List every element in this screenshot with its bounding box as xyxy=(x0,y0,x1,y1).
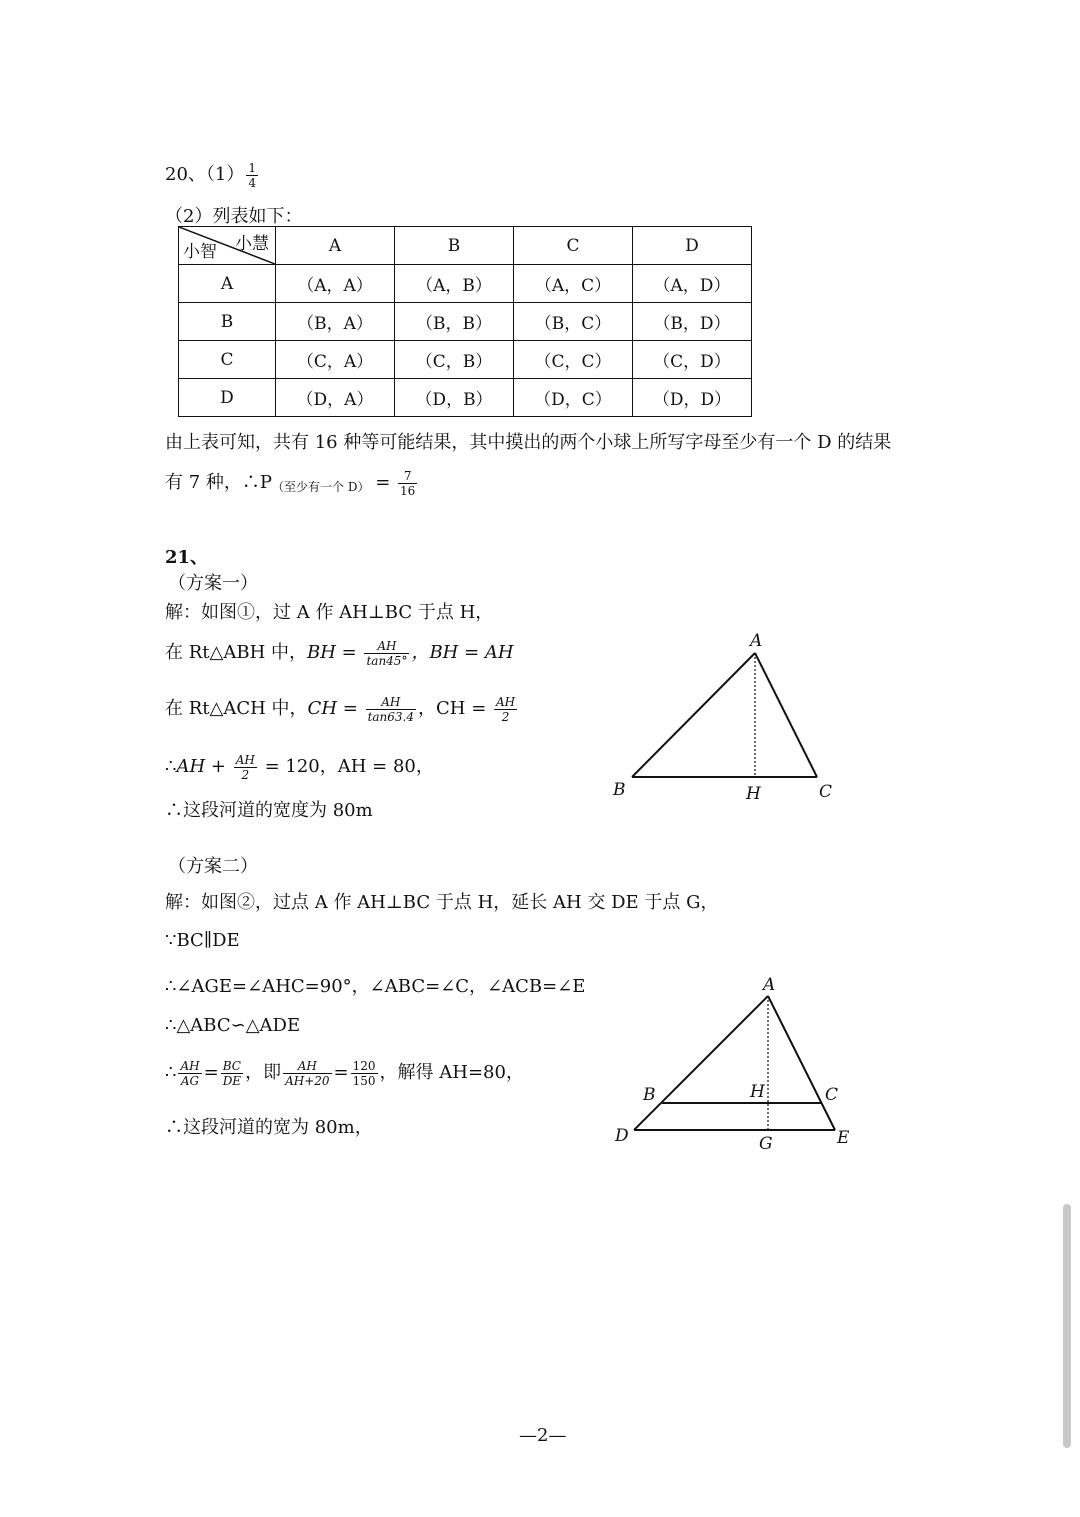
plan1-title: （方案一） xyxy=(168,573,258,594)
plan2-line4: ∴△ABC∽△ADE xyxy=(165,1015,301,1036)
table-header-row xyxy=(179,227,752,265)
table-cell: （B，A） xyxy=(276,303,395,341)
plan1-line3: 在 Rt△ACH 中，CH = $\frac{AH}{\tan 63.4}$ ，CH = $\frac{AH}{2}$ xyxy=(165,694,516,724)
q20-conclusion-line2: 有 7 种，$\therefore P_{(至少有一个 D)}$ = $\frac{7}{16}$ xyxy=(165,468,416,498)
fig2-side-ad xyxy=(634,996,768,1130)
table-cell: （B，D） xyxy=(633,303,752,341)
table-cell: （D，D） xyxy=(633,379,752,417)
table-cell: （C，D） xyxy=(633,341,752,379)
table-cell: （D，B） xyxy=(395,379,514,417)
probability-subscript: （至少有一个 D） xyxy=(272,480,370,494)
corner-top-label: 小慧 xyxy=(235,234,269,254)
col-header: C xyxy=(514,227,633,265)
row-header: C xyxy=(179,341,276,379)
q21-label: 21、 xyxy=(165,547,209,568)
table-cell: （D，C） xyxy=(514,379,633,417)
figure-1-triangle xyxy=(600,625,850,810)
row-header: B xyxy=(179,303,276,341)
fig2-label-g: G xyxy=(759,1134,773,1154)
plan2-line2: ∵BC∥DE xyxy=(165,930,240,951)
q20-conclusion-line1: 由上表可知，共有 16 种等可能结果，其中摸出的两个小球上所写字母至少有一个 D 的结果 xyxy=(165,432,892,453)
fig1-label-c: C xyxy=(819,782,833,802)
probability-answer: $\frac{7}{16}$ xyxy=(400,468,416,498)
table-cell: （B，B） xyxy=(395,303,514,341)
table-row xyxy=(179,303,752,341)
plan1-line1: 解：如图①，过 A 作 AH⊥BC 于点 H， xyxy=(165,602,494,623)
figure-2-triangle xyxy=(605,970,855,1155)
col-header: A xyxy=(276,227,395,265)
plan1-line5: ∴这段河道的宽度为 80m xyxy=(165,800,373,821)
plan2-line1: 解：如图②，过点 A 作 AH⊥BC 于点 H，延长 AH 交 DE 于点 G， xyxy=(165,892,719,913)
fig2-side-ae xyxy=(768,996,835,1130)
row-header: A xyxy=(179,265,276,303)
fig1-label-b: B xyxy=(613,780,626,800)
fig2-label-c: C xyxy=(825,1085,839,1105)
col-header: D xyxy=(633,227,752,265)
outcome-table xyxy=(178,226,752,417)
fig2-label-d: D xyxy=(615,1126,629,1146)
table-cell: （B，C） xyxy=(514,303,633,341)
fig2-label-a: A xyxy=(763,975,776,995)
col-header: B xyxy=(395,227,514,265)
table-cell: （D，A） xyxy=(276,379,395,417)
q20-part1 xyxy=(165,160,260,190)
table-cell: （C，C） xyxy=(514,341,633,379)
plan2-line5: ∴ $\frac{AH}{AG}$ = $\frac{BC}{DE}$ ，即 $\frac{AH}{AH+20}$ = $\frac{120}{150}$ ，解得 AH=80， xyxy=(165,1058,524,1088)
table-row xyxy=(179,341,752,379)
table-cell: （A，D） xyxy=(633,265,752,303)
fig1-side-ac xyxy=(755,653,817,777)
table-row xyxy=(179,265,752,303)
table-cell: （C，A） xyxy=(276,341,395,379)
plan1-line4: ∴AH + $\frac{AH}{2}$ = 120，AH = 80， xyxy=(165,752,434,782)
table-corner-cell xyxy=(179,227,276,265)
corner-bottom-label: 小智 xyxy=(183,242,217,262)
table-cell: （A，C） xyxy=(514,265,633,303)
table-row xyxy=(179,379,752,417)
fig2-label-e: E xyxy=(837,1128,850,1148)
plan2-title: （方案二） xyxy=(168,856,258,877)
fig1-label-a: A xyxy=(750,631,763,651)
plan2-line6: ∴这段河道的宽为 80m， xyxy=(165,1117,373,1138)
plan1-line2: 在 Rt△ABH 中，BH = $\frac{AH}{\tan 45^\circ}$ ，BH = AH xyxy=(165,638,514,668)
plan2-line3: ∴∠AGE=∠AHC=90°，∠ABC=∠C，∠ACB=∠E xyxy=(165,976,586,997)
fig1-label-h: H xyxy=(746,784,761,804)
q20-part2-intro: （2）列表如下： xyxy=(165,206,303,227)
table-cell: （A，A） xyxy=(276,265,395,303)
table-cell: （A，B） xyxy=(395,265,514,303)
fig2-label-b: B xyxy=(643,1085,656,1105)
row-header: D xyxy=(179,379,276,417)
page-number: —2— xyxy=(519,1425,567,1446)
fig1-side-ab xyxy=(632,653,755,777)
table-cell: （C，B） xyxy=(395,341,514,379)
q20-label: 20、（1） xyxy=(165,164,245,185)
vertical-scrollbar[interactable] xyxy=(1063,1204,1071,1448)
q20-p1-fraction: $\frac{1}{4}$ xyxy=(248,160,256,190)
fig2-label-h: H xyxy=(750,1082,765,1102)
